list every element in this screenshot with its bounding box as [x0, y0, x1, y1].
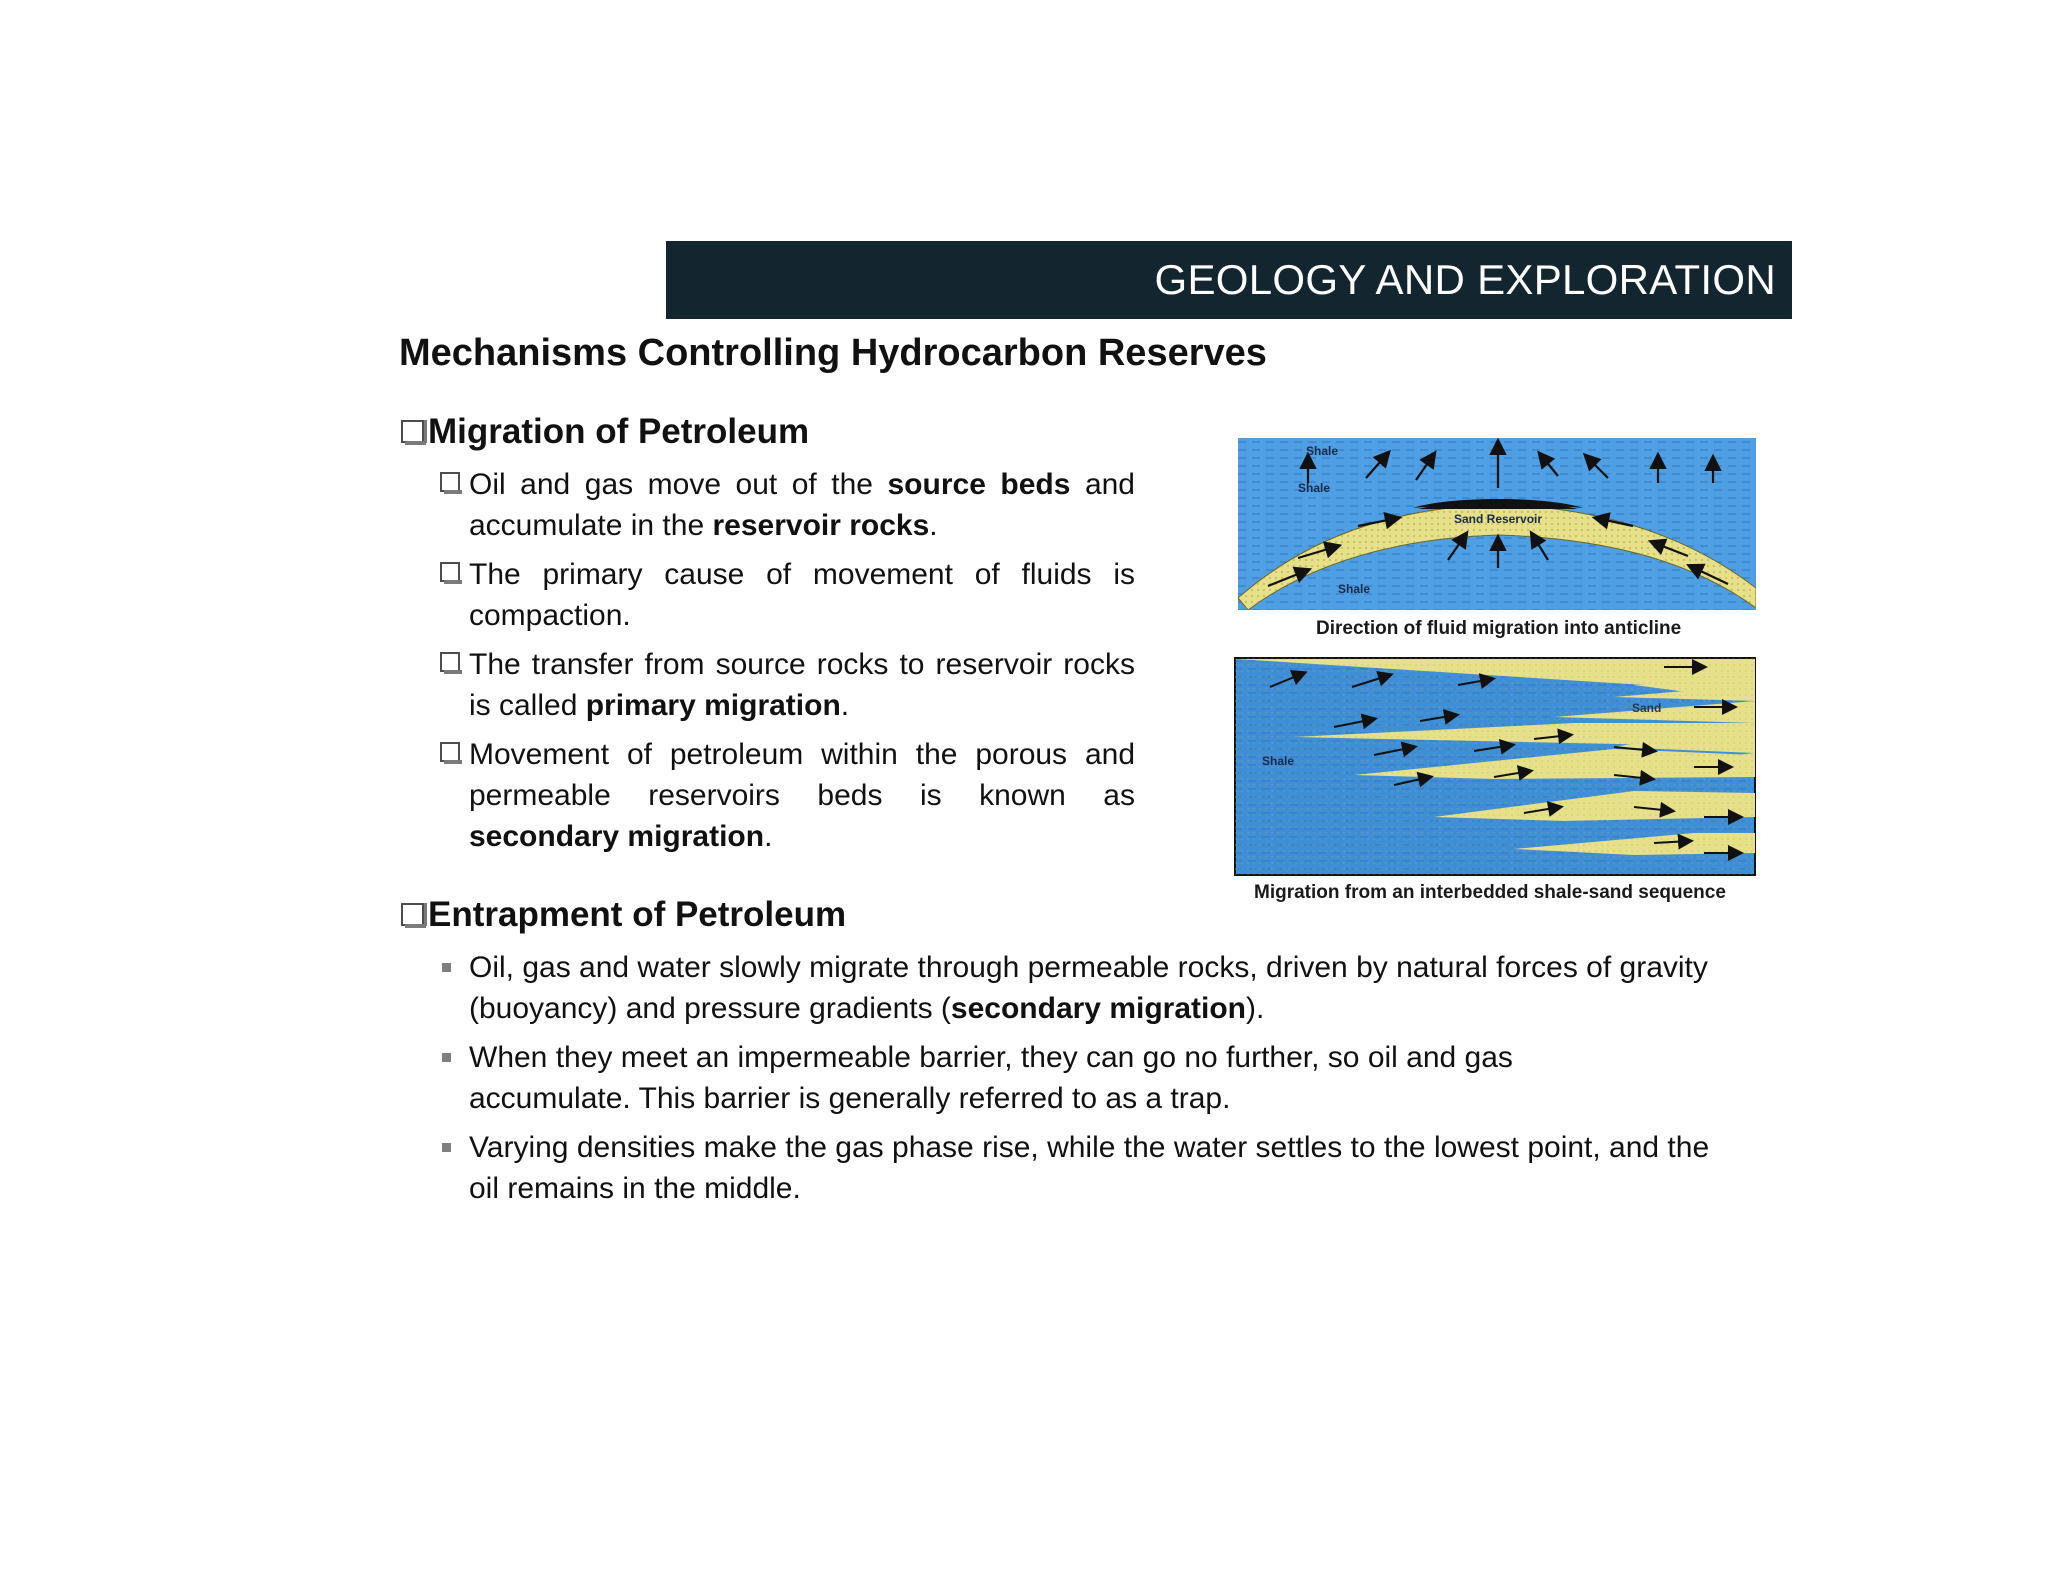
migration-bullet-2 [440, 554, 1135, 636]
migration-bullet-4 [440, 734, 1135, 857]
migration-bullet-1 [440, 464, 1135, 546]
checkbox-bullet-icon [401, 903, 426, 928]
anticline-caption: Direction of fluid migration into anticline [1316, 618, 1682, 639]
checkbox-bullet-icon [440, 472, 462, 494]
shale-label: Shale [1306, 444, 1339, 458]
checkbox-bullet-icon [440, 652, 462, 674]
bullet-text: Oil and gas move out of the source beds and accumulate in the reservoir rocks. [469, 468, 1135, 542]
shale-label: Shale [1338, 582, 1371, 596]
shale-label: Shale [1298, 481, 1331, 495]
bullet-text: The primary cause of movement of fluids is compaction. [469, 558, 1135, 632]
bullet-text: Movement of petroleum within the porous and permeable reservoirs beds is known as secondary migration. [469, 738, 1135, 853]
sand-reservoir-label: Sand Reservoir [1454, 512, 1543, 526]
entrapment-heading [401, 895, 846, 935]
checkbox-bullet-icon [401, 420, 426, 445]
migration-heading [401, 412, 809, 452]
square-bullet-icon [442, 963, 451, 972]
shale-label: Shale [1262, 754, 1295, 768]
bullet-text: Varying densities make the gas phase rise, while the water settles to the lowest point, and the oil remains in the middle. [469, 1131, 1710, 1205]
interbedded-caption: Migration from an interbedded shale-sand sequence [1254, 882, 1726, 903]
header-bar [666, 241, 1792, 319]
square-bullet-icon [442, 1143, 451, 1152]
sand-label: Sand [1632, 701, 1662, 715]
entrapment-heading-text: Entrapment of Petroleum [428, 895, 847, 934]
entrapment-bullet-2 [440, 1037, 1730, 1119]
bullet-text: When they meet an impermeable barrier, they can go no further, so oil and gas accumulate. This barrier is generally referred to as a trap. [469, 1041, 1513, 1115]
checkbox-bullet-icon [440, 562, 462, 584]
page-title: Mechanisms Controlling Hydrocarbon Reserves [399, 332, 1267, 374]
interbedded-migration-diagram [1234, 657, 1756, 876]
anticline-migration-diagram [1238, 438, 1756, 610]
header-title: GEOLOGY AND EXPLORATION [1154, 256, 1776, 303]
bullet-text: The transfer from source rocks to reservoir rocks is called primary migration. [469, 648, 1135, 722]
entrapment-bullet-3 [440, 1127, 1730, 1209]
entrapment-bullet-1 [440, 947, 1730, 1029]
migration-bullet-3 [440, 644, 1135, 726]
square-bullet-icon [442, 1053, 451, 1062]
migration-heading-text: Migration of Petroleum [428, 412, 810, 451]
bullet-text: Oil, gas and water slowly migrate through permeable rocks, driven by natural forces of gravity (buoyancy) and pressure gradients (secondary migration). [469, 951, 1708, 1025]
checkbox-bullet-icon [440, 742, 462, 764]
